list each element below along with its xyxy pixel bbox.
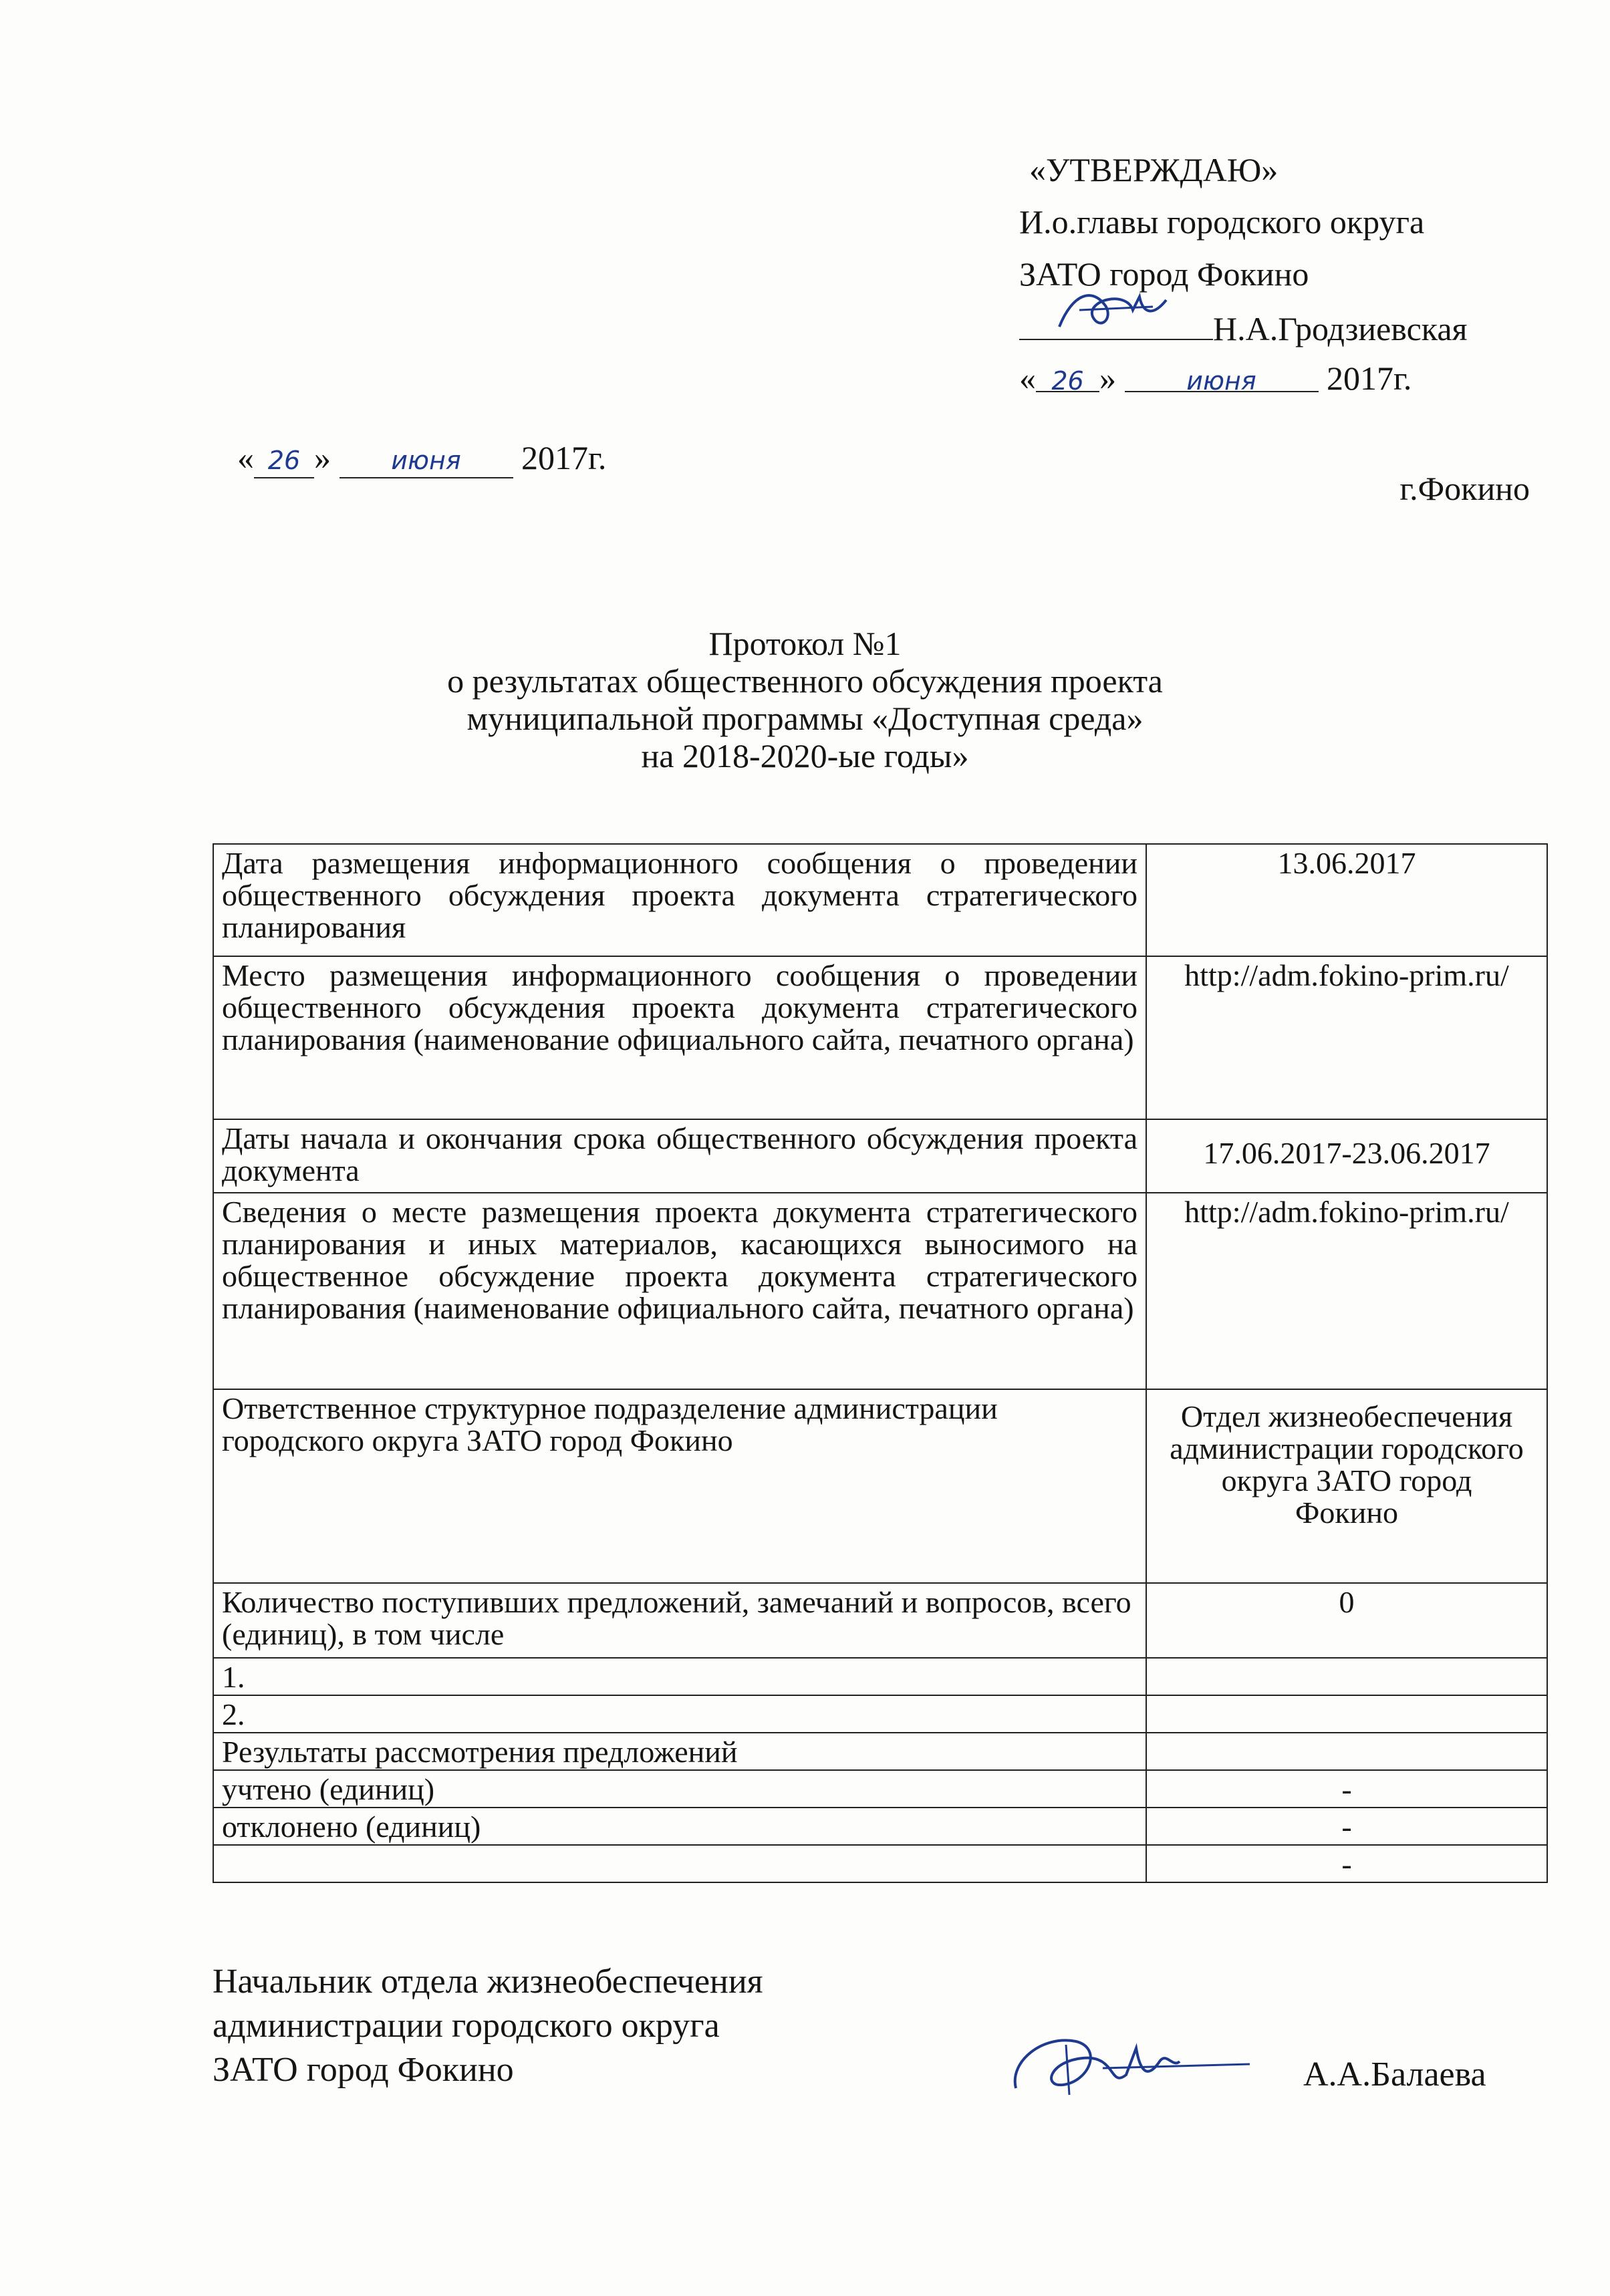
table-row (213, 1770, 1547, 1808)
approval-position-line1: И.о.главы городского округа (1019, 203, 1425, 241)
approval-date (1019, 352, 1468, 404)
row-label: Даты начала и окончания срока общественного обсуждения проекта документа (213, 1119, 1146, 1193)
approval-position-line2: ЗАТО город Фокино (1019, 255, 1309, 293)
table-row (213, 1695, 1547, 1733)
table-row (213, 1808, 1547, 1845)
approval-header: «УТВЕРЖДАЮ» (1029, 151, 1279, 188)
row-label: отклонено (единиц) (213, 1808, 1146, 1845)
row-value: 17.06.2017-23.06.2017 (1146, 1119, 1547, 1193)
table-row (213, 1845, 1547, 1882)
approval-date-year: 2017г. (1327, 360, 1412, 397)
document-date-month: июня (391, 446, 461, 475)
title-line4: на 2018-2020-ые годы» (641, 737, 969, 774)
handwritten-signature (1002, 2021, 1256, 2108)
table-row (213, 1583, 1547, 1658)
row-value: - (1146, 1770, 1547, 1808)
document-date (237, 438, 606, 478)
row-label: Сведения о месте размещения проекта документа стратегического планирования и иных материалов, касающихся выносимого на общественное обсуждение проекта документа стратегического планирования (наименование официального сайта, печатного органа) (213, 1193, 1146, 1389)
document-date-day-field (254, 438, 314, 478)
approval-signer-name: Н.А.Гродзиевская (1213, 310, 1468, 347)
row-value: Отдел жизнеобеспечения администрации городского округа ЗАТО город Фокино (1146, 1389, 1547, 1583)
row-value: - (1146, 1808, 1547, 1845)
row-label (213, 1845, 1146, 1882)
signature-block (213, 1960, 763, 2092)
document-date-day: 26 (267, 446, 301, 475)
approval-signature-blank (1019, 300, 1213, 340)
signature-line3: ЗАТО город Фокино (213, 2051, 514, 2089)
city: г.Фокино (1399, 470, 1530, 507)
approval-date-month-field (1125, 352, 1319, 396)
row-value: 0 (1146, 1583, 1547, 1658)
row-value (1146, 1695, 1547, 1733)
row-value: http://adm.fokino-prim.ru/ (1146, 1193, 1547, 1389)
title-line1: Протокол №1 (708, 625, 902, 662)
approval-signature-line (1019, 300, 1468, 352)
table-row (213, 956, 1547, 1119)
row-label: Ответственное структурное подразделение администрации городского округа ЗАТО город Фокино (213, 1389, 1146, 1583)
approval-date-day-field (1036, 352, 1099, 396)
document-date-quote-close: » (314, 439, 331, 476)
row-value: http://adm.fokino-prim.ru/ (1146, 956, 1547, 1119)
table-row (213, 1119, 1547, 1193)
table-row (213, 844, 1547, 956)
table-row (213, 1389, 1547, 1583)
title-line3: муниципальной программы «Доступная среда» (466, 700, 1144, 737)
approval-date-day: 26 (1051, 366, 1084, 396)
approval-block (1019, 144, 1468, 404)
approval-date-month: июня (1186, 366, 1256, 396)
document-date-year: 2017г. (521, 439, 607, 476)
table-row (213, 1658, 1547, 1695)
document-title (0, 625, 1610, 774)
row-label: Количество поступивших предложений, замечаний и вопросов, всего (единиц), в том числе (213, 1583, 1146, 1658)
signer-name: А.А.Балаева (1303, 2055, 1486, 2094)
row-label: Результаты рассмотрения предложений (213, 1733, 1146, 1770)
title-line2: о результатах общественного обсуждения проекта (447, 662, 1163, 700)
document-date-month-field (340, 438, 513, 478)
protocol-table (213, 843, 1548, 1883)
row-label: учтено (единиц) (213, 1770, 1146, 1808)
approval-signature-mark (1053, 280, 1173, 340)
table-row (213, 1193, 1547, 1389)
row-value (1146, 1658, 1547, 1695)
row-value: - (1146, 1845, 1547, 1882)
document-date-quote-open: « (237, 439, 254, 476)
row-value: 13.06.2017 (1146, 844, 1547, 956)
row-label: Дата размещения информационного сообщения о проведении общественного обсуждения проекта документа стратегического планирования (213, 844, 1146, 956)
approval-date-quote-close: » (1099, 360, 1116, 397)
row-label: 2. (213, 1695, 1146, 1733)
table-row (213, 1733, 1547, 1770)
row-value (1146, 1733, 1547, 1770)
row-label: 1. (213, 1658, 1146, 1695)
approval-date-quote-open: « (1019, 360, 1036, 397)
signature-line2: администрации городского округа (213, 2007, 720, 2045)
signature-line1: Начальник отдела жизнеобеспечения (213, 1963, 763, 2001)
row-label: Место размещения информационного сообщения о проведении общественного обсуждения проекта документа стратегического планирования (наименование официального сайта, печатного органа) (213, 956, 1146, 1119)
